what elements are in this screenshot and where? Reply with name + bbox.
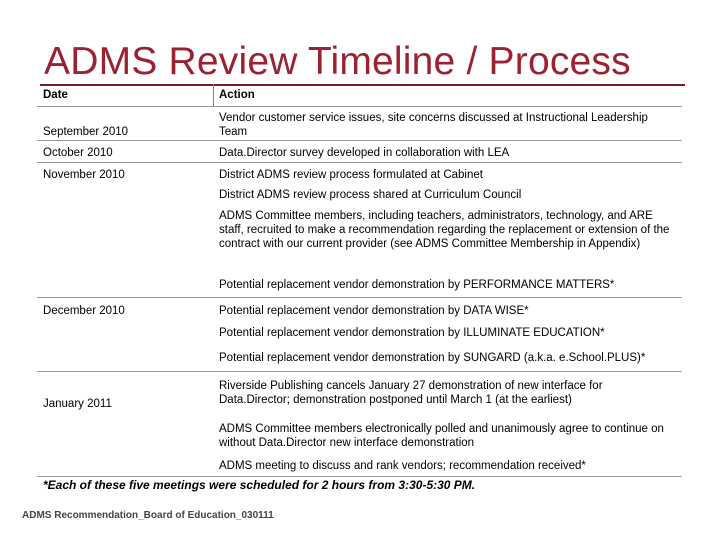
table-row [37, 185, 682, 205]
row-action: Potential replacement vendor demonstration by SUNGARD (a.k.a. e.School.PLUS)* [219, 352, 646, 364]
row-date [37, 326, 213, 347]
footer-label: ADMS Recommendation_Board of Education_030111 [22, 510, 274, 521]
row-action: ADMS Committee members, including teachers, administrators, technology, and ARE staff, recruited to make a recommendation regarding the replacement or extension of the contract with our current provider (see ADMS Committee Membership in Appendix) [219, 210, 670, 250]
row-date [37, 278, 213, 297]
timeline-table [37, 86, 682, 477]
row-date [37, 422, 213, 451]
table-row [37, 140, 682, 162]
row-action: Vendor customer service issues, site concerns discussed at Instructional Leadership Team [219, 112, 648, 138]
header-date: Date [43, 89, 68, 101]
row-date [37, 459, 213, 476]
header-action: Action [219, 89, 255, 101]
row-action: District ADMS review process formulated at Cabinet [219, 169, 483, 181]
table-header-row [37, 86, 682, 106]
row-date [37, 209, 213, 275]
table-row [37, 205, 682, 275]
table-row [37, 106, 682, 140]
table-row [37, 411, 682, 451]
row-action: ADMS meeting to discuss and rank vendors; recommendation received* [219, 460, 586, 472]
table-row [37, 347, 682, 371]
row-date [37, 351, 213, 371]
row-date: November 2010 [43, 169, 125, 181]
table-row [37, 162, 682, 185]
row-action: ADMS Committee members electronically polled and unanimously agree to continue on without Data.Director new interface demonstration [219, 423, 664, 449]
table-row [37, 275, 682, 297]
row-action: Potential replacement vendor demonstration by ILLUMINATE EDUCATION* [219, 327, 605, 339]
row-action: Potential replacement vendor demonstration by PERFORMANCE MATTERS* [219, 279, 615, 291]
row-date: December 2010 [43, 305, 125, 317]
row-action: District ADMS review process shared at Curriculum Council [219, 189, 522, 201]
table-row [37, 297, 682, 322]
table-row [37, 322, 682, 347]
table-row [37, 371, 682, 411]
row-date: January 2011 [43, 398, 112, 410]
row-action: Data.Director survey developed in collaboration with LEA [219, 147, 510, 159]
row-date: October 2010 [43, 147, 113, 159]
row-date [37, 188, 213, 205]
table-row [37, 451, 682, 476]
row-action: Riverside Publishing cancels January 27 demonstration of new interface for Data.Director; demonstration postponed until March 1 (at the earliest) [219, 380, 603, 406]
row-action: Potential replacement vendor demonstration by DATA WISE* [219, 305, 529, 317]
footnote: *Each of these five meetings were scheduled for 2 hours from 3:30-5:30 PM. [43, 478, 476, 492]
row-date: September 2010 [43, 126, 129, 138]
page-title: ADMS Review Timeline / Process [44, 40, 631, 83]
